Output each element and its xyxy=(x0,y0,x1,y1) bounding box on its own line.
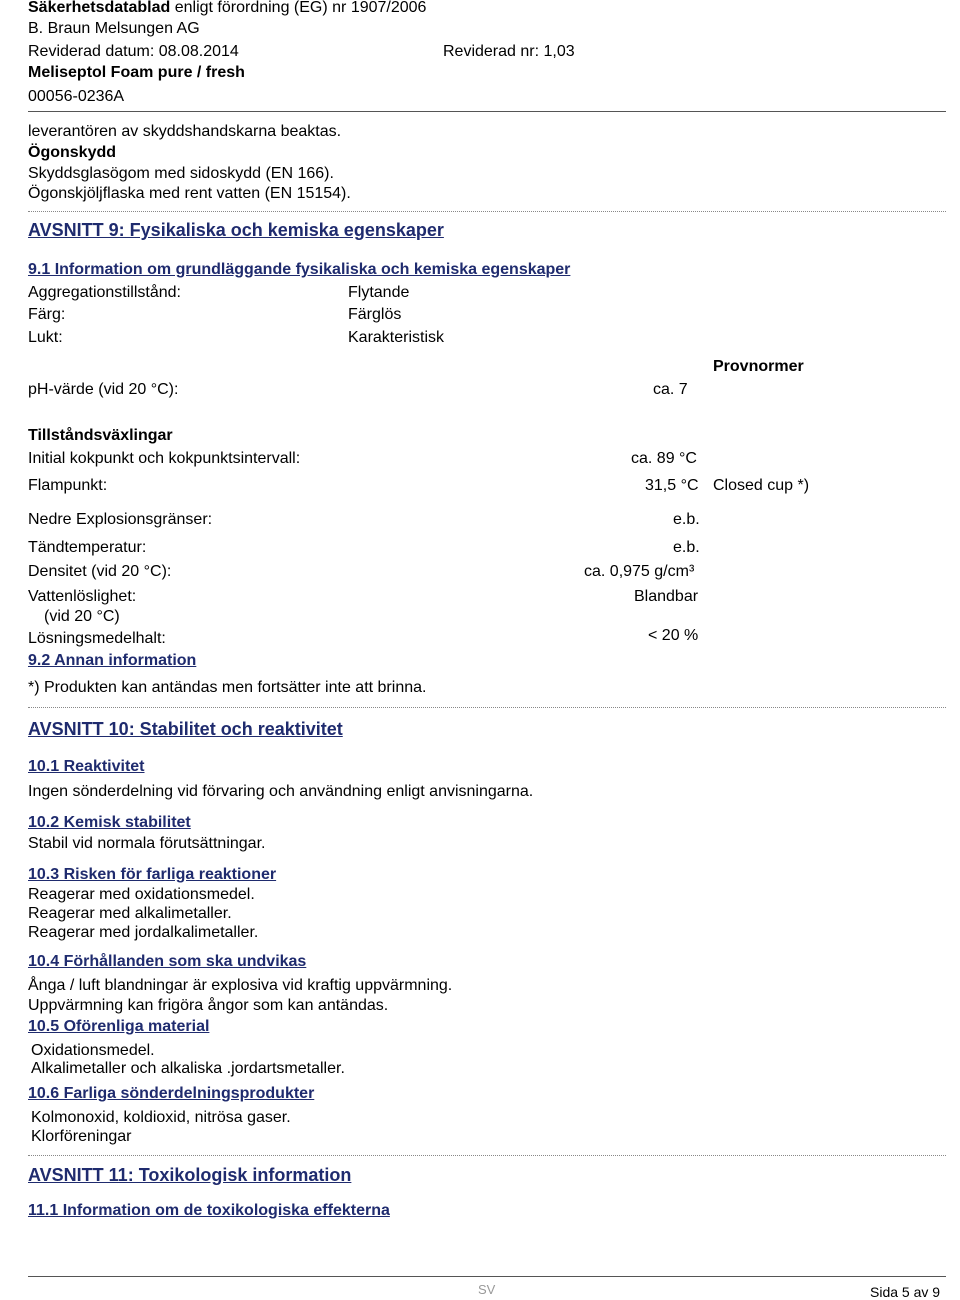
reaction-line: Reagerar med alkalimetaller. xyxy=(28,905,232,922)
product-name: Meliseptol Foam pure / fresh xyxy=(28,64,245,81)
solubility-value: Blandbar xyxy=(634,588,699,605)
section-11-title: AVSNITT 11: Toxikologisk information xyxy=(28,1165,352,1185)
prop-value: Karakteristisk xyxy=(348,329,445,346)
prop-label: Färg: xyxy=(28,306,66,323)
flash-value: 31,5 °C xyxy=(645,477,699,494)
eye-protection-line: Ögonskjöljflaska med rent vatten (EN 15154). xyxy=(28,185,351,202)
prop-label: Aggregationstillstånd: xyxy=(28,284,181,301)
ph-value: ca. 7 xyxy=(653,381,688,398)
section-divider xyxy=(28,211,946,212)
section-divider xyxy=(28,1155,946,1156)
section-9-title: AVSNITT 9: Fysikaliska och kemiska egenskaper xyxy=(28,220,444,240)
boiling-value: ca. 89 °C xyxy=(631,450,697,467)
company-name: B. Braun Melsungen AG xyxy=(28,20,200,37)
section-10-title: AVSNITT 10: Stabilitet och reaktivitet xyxy=(28,719,343,739)
section-10-6-title: 10.6 Farliga sönderdelningsprodukter xyxy=(28,1085,315,1102)
decomposition-line: Kolmonoxid, koldioxid, nitrösa gaser. xyxy=(31,1109,291,1126)
solvent-label: Lösningsmedelhalt: xyxy=(28,630,166,647)
doc-type: Säkerhetsdatablad enligt förordning (EG) nr 1907/2006 xyxy=(28,0,427,16)
avoid-line: Ånga / luft blandningar är explosiva vid kraftig uppvärmning. xyxy=(28,977,453,994)
section-10-2-title: 10.2 Kemisk stabilitet xyxy=(28,814,191,831)
density-label: Densitet (vid 20 °C): xyxy=(28,563,172,580)
reaction-line: Reagerar med oxidationsmedel. xyxy=(28,886,255,903)
incompatible-line: Alkalimetaller och alkaliska .jordartsmetaller. xyxy=(31,1060,345,1077)
section-10-3-title: 10.3 Risken för farliga reaktioner xyxy=(28,866,277,883)
solubility-label-temp: (vid 20 °C) xyxy=(44,608,120,625)
eye-protection-intro: leverantören av skyddshandskarna beaktas. xyxy=(28,123,342,140)
prop-label: Lukt: xyxy=(28,329,63,346)
revised-date: Reviderad datum: 08.08.2014 xyxy=(28,43,239,60)
footer-page-number: Sida 5 av 9 xyxy=(870,1284,941,1300)
revised-number: Reviderad nr: 1,03 xyxy=(443,43,575,60)
boiling-label: Initial kokpunkt och kokpunktsintervall: xyxy=(28,450,301,467)
solubility-label: Vattenlöslighet: xyxy=(28,588,137,605)
header-divider xyxy=(28,111,946,112)
section-10-4-title: 10.4 Förhållanden som ska undvikas xyxy=(28,953,307,970)
avoid-line: Uppvärmning kan frigöra ångor som kan antändas. xyxy=(28,997,389,1014)
ignition-label: Tändtemperatur: xyxy=(28,539,147,556)
stability-text: Stabil vid normala förutsättningar. xyxy=(28,835,266,852)
provnormer-heading: Provnormer xyxy=(713,358,804,375)
reactivity-text: Ingen sönderdelning vid förvaring och användning enligt anvisningarna. xyxy=(28,783,534,800)
section-9-1-title: 9.1 Information om grundläggande fysikaliska och kemiska egenskaper xyxy=(28,261,571,278)
ph-label: pH-värde (vid 20 °C): xyxy=(28,381,179,398)
explosion-label: Nedre Explosionsgränser: xyxy=(28,511,213,528)
section-divider xyxy=(28,707,946,708)
explosion-value: e.b. xyxy=(673,511,700,528)
eye-protection-title: Ögonskydd xyxy=(28,144,117,161)
incompatible-line: Oxidationsmedel. xyxy=(31,1042,155,1059)
product-code: 00056-0236A xyxy=(28,88,125,105)
eye-protection-line: Skyddsglasögom med sidoskydd (EN 166). xyxy=(28,165,334,182)
prop-value: Färglös xyxy=(348,306,402,323)
flash-norm: Closed cup *) xyxy=(713,477,810,494)
ignition-value: e.b. xyxy=(673,539,700,556)
section-11-1-title: 11.1 Information om de toxikologiska effekterna xyxy=(28,1202,390,1219)
solvent-value: < 20 % xyxy=(648,627,699,644)
flammability-note: *) Produkten kan antändas men fortsätter inte att brinna. xyxy=(28,679,427,696)
density-value: ca. 0,975 g/cm³ xyxy=(584,563,695,580)
footer-divider xyxy=(28,1276,946,1277)
prop-value: Flytande xyxy=(348,284,410,301)
flash-label: Flampunkt: xyxy=(28,477,108,494)
reaction-line: Reagerar med jordalkalimetaller. xyxy=(28,924,259,941)
section-9-2-title: 9.2 Annan information xyxy=(28,652,197,669)
section-10-1-title: 10.1 Reaktivitet xyxy=(28,758,145,775)
footer-language: SV xyxy=(478,1282,496,1297)
section-10-5-title: 10.5 Oförenliga material xyxy=(28,1018,210,1035)
decomposition-line: Klorföreningar xyxy=(31,1128,132,1145)
phase-changes-title: Tillståndsväxlingar xyxy=(28,427,173,444)
